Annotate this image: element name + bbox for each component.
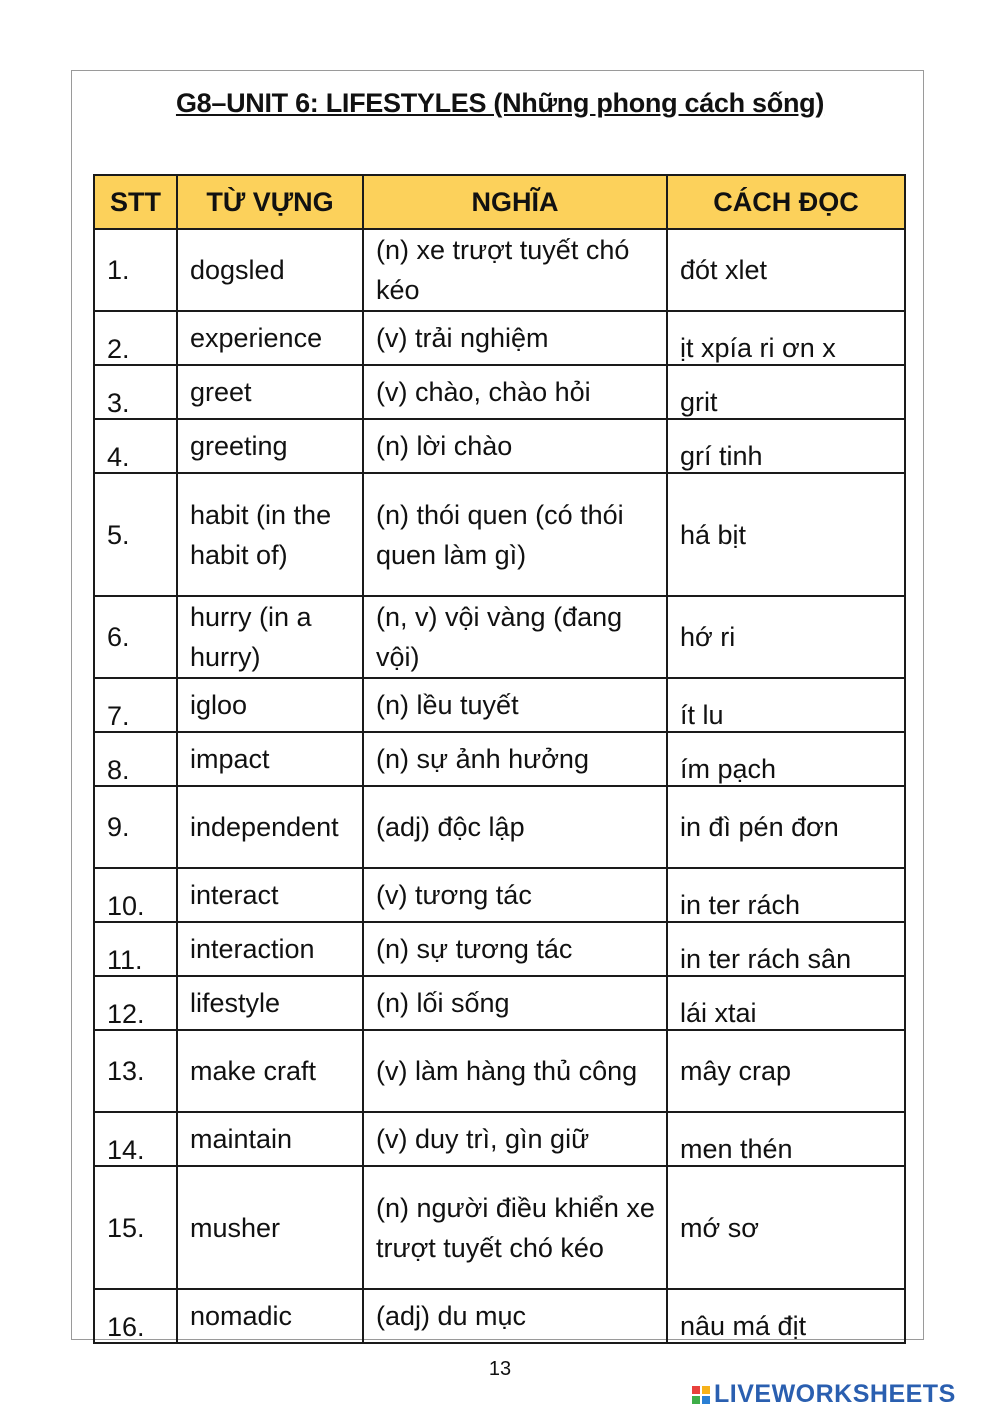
table-row	[94, 311, 905, 365]
row-pronunciation: hớ ri	[667, 596, 905, 678]
liveworksheets-logo[interactable]	[692, 1380, 956, 1409]
row-meaning: (v) chào, chào hỏi	[363, 365, 667, 419]
row-pronunciation: men thén	[667, 1112, 905, 1166]
row-meaning: (n, v) vội vàng (đang vội)	[363, 596, 667, 678]
row-pronunciation: mớ sơ	[667, 1166, 905, 1289]
row-meaning: (n) lời chào	[363, 419, 667, 473]
row-word: independent	[177, 786, 363, 868]
row-meaning: (v) tương tác	[363, 868, 667, 922]
header-stt: STT	[94, 175, 177, 229]
row-pronunciation: đót xlet	[667, 229, 905, 311]
row-word: habit (in the habit of)	[177, 473, 363, 596]
header-pronunciation: CÁCH ĐỌC	[667, 175, 905, 229]
row-number: 4.	[94, 419, 177, 473]
row-number: 15.	[94, 1166, 177, 1289]
brand-name: LIVEWORKSHEETS	[714, 1380, 956, 1408]
table-row	[94, 976, 905, 1030]
row-number: 3.	[94, 365, 177, 419]
row-number: 6.	[94, 596, 177, 678]
row-word: interaction	[177, 922, 363, 976]
liveworksheets-logo-icon	[692, 1386, 710, 1404]
row-number: 8.	[94, 732, 177, 786]
table-row	[94, 678, 905, 732]
row-word: greet	[177, 365, 363, 419]
row-pronunciation: grit	[667, 365, 905, 419]
row-number: 5.	[94, 473, 177, 596]
row-pronunciation: in ter rách sân	[667, 922, 905, 976]
row-number: 16.	[94, 1289, 177, 1343]
row-meaning: (n) lều tuyết	[363, 678, 667, 732]
row-number: 11.	[94, 922, 177, 976]
row-meaning: (n) sự ảnh hưởng	[363, 732, 667, 786]
row-pronunciation: ịt xpía ri ơn x	[667, 311, 905, 365]
row-word: impact	[177, 732, 363, 786]
table-row	[94, 786, 905, 868]
row-number: 10.	[94, 868, 177, 922]
row-number: 1.	[94, 229, 177, 311]
row-pronunciation: in ter rách	[667, 868, 905, 922]
row-meaning: (n) xe trượt tuyết chó kéo	[363, 229, 667, 311]
table-row	[94, 732, 905, 786]
row-meaning: (n) sự tương tác	[363, 922, 667, 976]
row-word: experience	[177, 311, 363, 365]
row-pronunciation: lái xtai	[667, 976, 905, 1030]
row-word: make craft	[177, 1030, 363, 1112]
row-pronunciation: há bịt	[667, 473, 905, 596]
row-number: 14.	[94, 1112, 177, 1166]
row-word: interact	[177, 868, 363, 922]
table-row	[94, 922, 905, 976]
row-pronunciation: nâu má địt	[667, 1289, 905, 1343]
table-row	[94, 229, 905, 311]
table-row	[94, 1112, 905, 1166]
page-title: G8–UNIT 6: LIFESTYLES (Những phong cách sống)	[175, 88, 825, 118]
table-row	[94, 1289, 905, 1343]
row-word: maintain	[177, 1112, 363, 1166]
row-pronunciation: ím pạch	[667, 732, 905, 786]
row-word: dogsled	[177, 229, 363, 311]
page-number: 13	[488, 1358, 512, 1380]
row-meaning: (n) người điều khiển xe trượt tuyết chó kéo	[363, 1166, 667, 1289]
row-pronunciation: ít lu	[667, 678, 905, 732]
header-meaning: NGHĨA	[363, 175, 667, 229]
row-meaning: (v) làm hàng thủ công	[363, 1030, 667, 1112]
row-word: igloo	[177, 678, 363, 732]
table-row	[94, 1166, 905, 1289]
row-number: 12.	[94, 976, 177, 1030]
table-row	[94, 596, 905, 678]
row-word: nomadic	[177, 1289, 363, 1343]
table-row	[94, 868, 905, 922]
row-meaning: (n) thói quen (có thói quen làm gì)	[363, 473, 667, 596]
row-meaning: (n) lối sống	[363, 976, 667, 1030]
row-number: 7.	[94, 678, 177, 732]
table-header-row	[94, 175, 905, 229]
row-word: lifestyle	[177, 976, 363, 1030]
row-meaning: (adj) độc lập	[363, 786, 667, 868]
table-row	[94, 365, 905, 419]
row-word: musher	[177, 1166, 363, 1289]
table-row	[94, 419, 905, 473]
header-word: TỪ VỰNG	[177, 175, 363, 229]
row-pronunciation: mây crap	[667, 1030, 905, 1112]
row-pronunciation: grí tinh	[667, 419, 905, 473]
row-word: greeting	[177, 419, 363, 473]
row-pronunciation: in đì pén đơn	[667, 786, 905, 868]
row-meaning: (v) trải nghiệm	[363, 311, 667, 365]
row-word: hurry (in a hurry)	[177, 596, 363, 678]
table-row	[94, 1030, 905, 1112]
vocabulary-table	[93, 174, 906, 1344]
row-meaning: (adj) du mục	[363, 1289, 667, 1343]
row-number: 9.	[94, 786, 177, 868]
row-number: 13.	[94, 1030, 177, 1112]
table-row	[94, 473, 905, 596]
row-meaning: (v) duy trì, gìn giữ	[363, 1112, 667, 1166]
row-number: 2.	[94, 311, 177, 365]
